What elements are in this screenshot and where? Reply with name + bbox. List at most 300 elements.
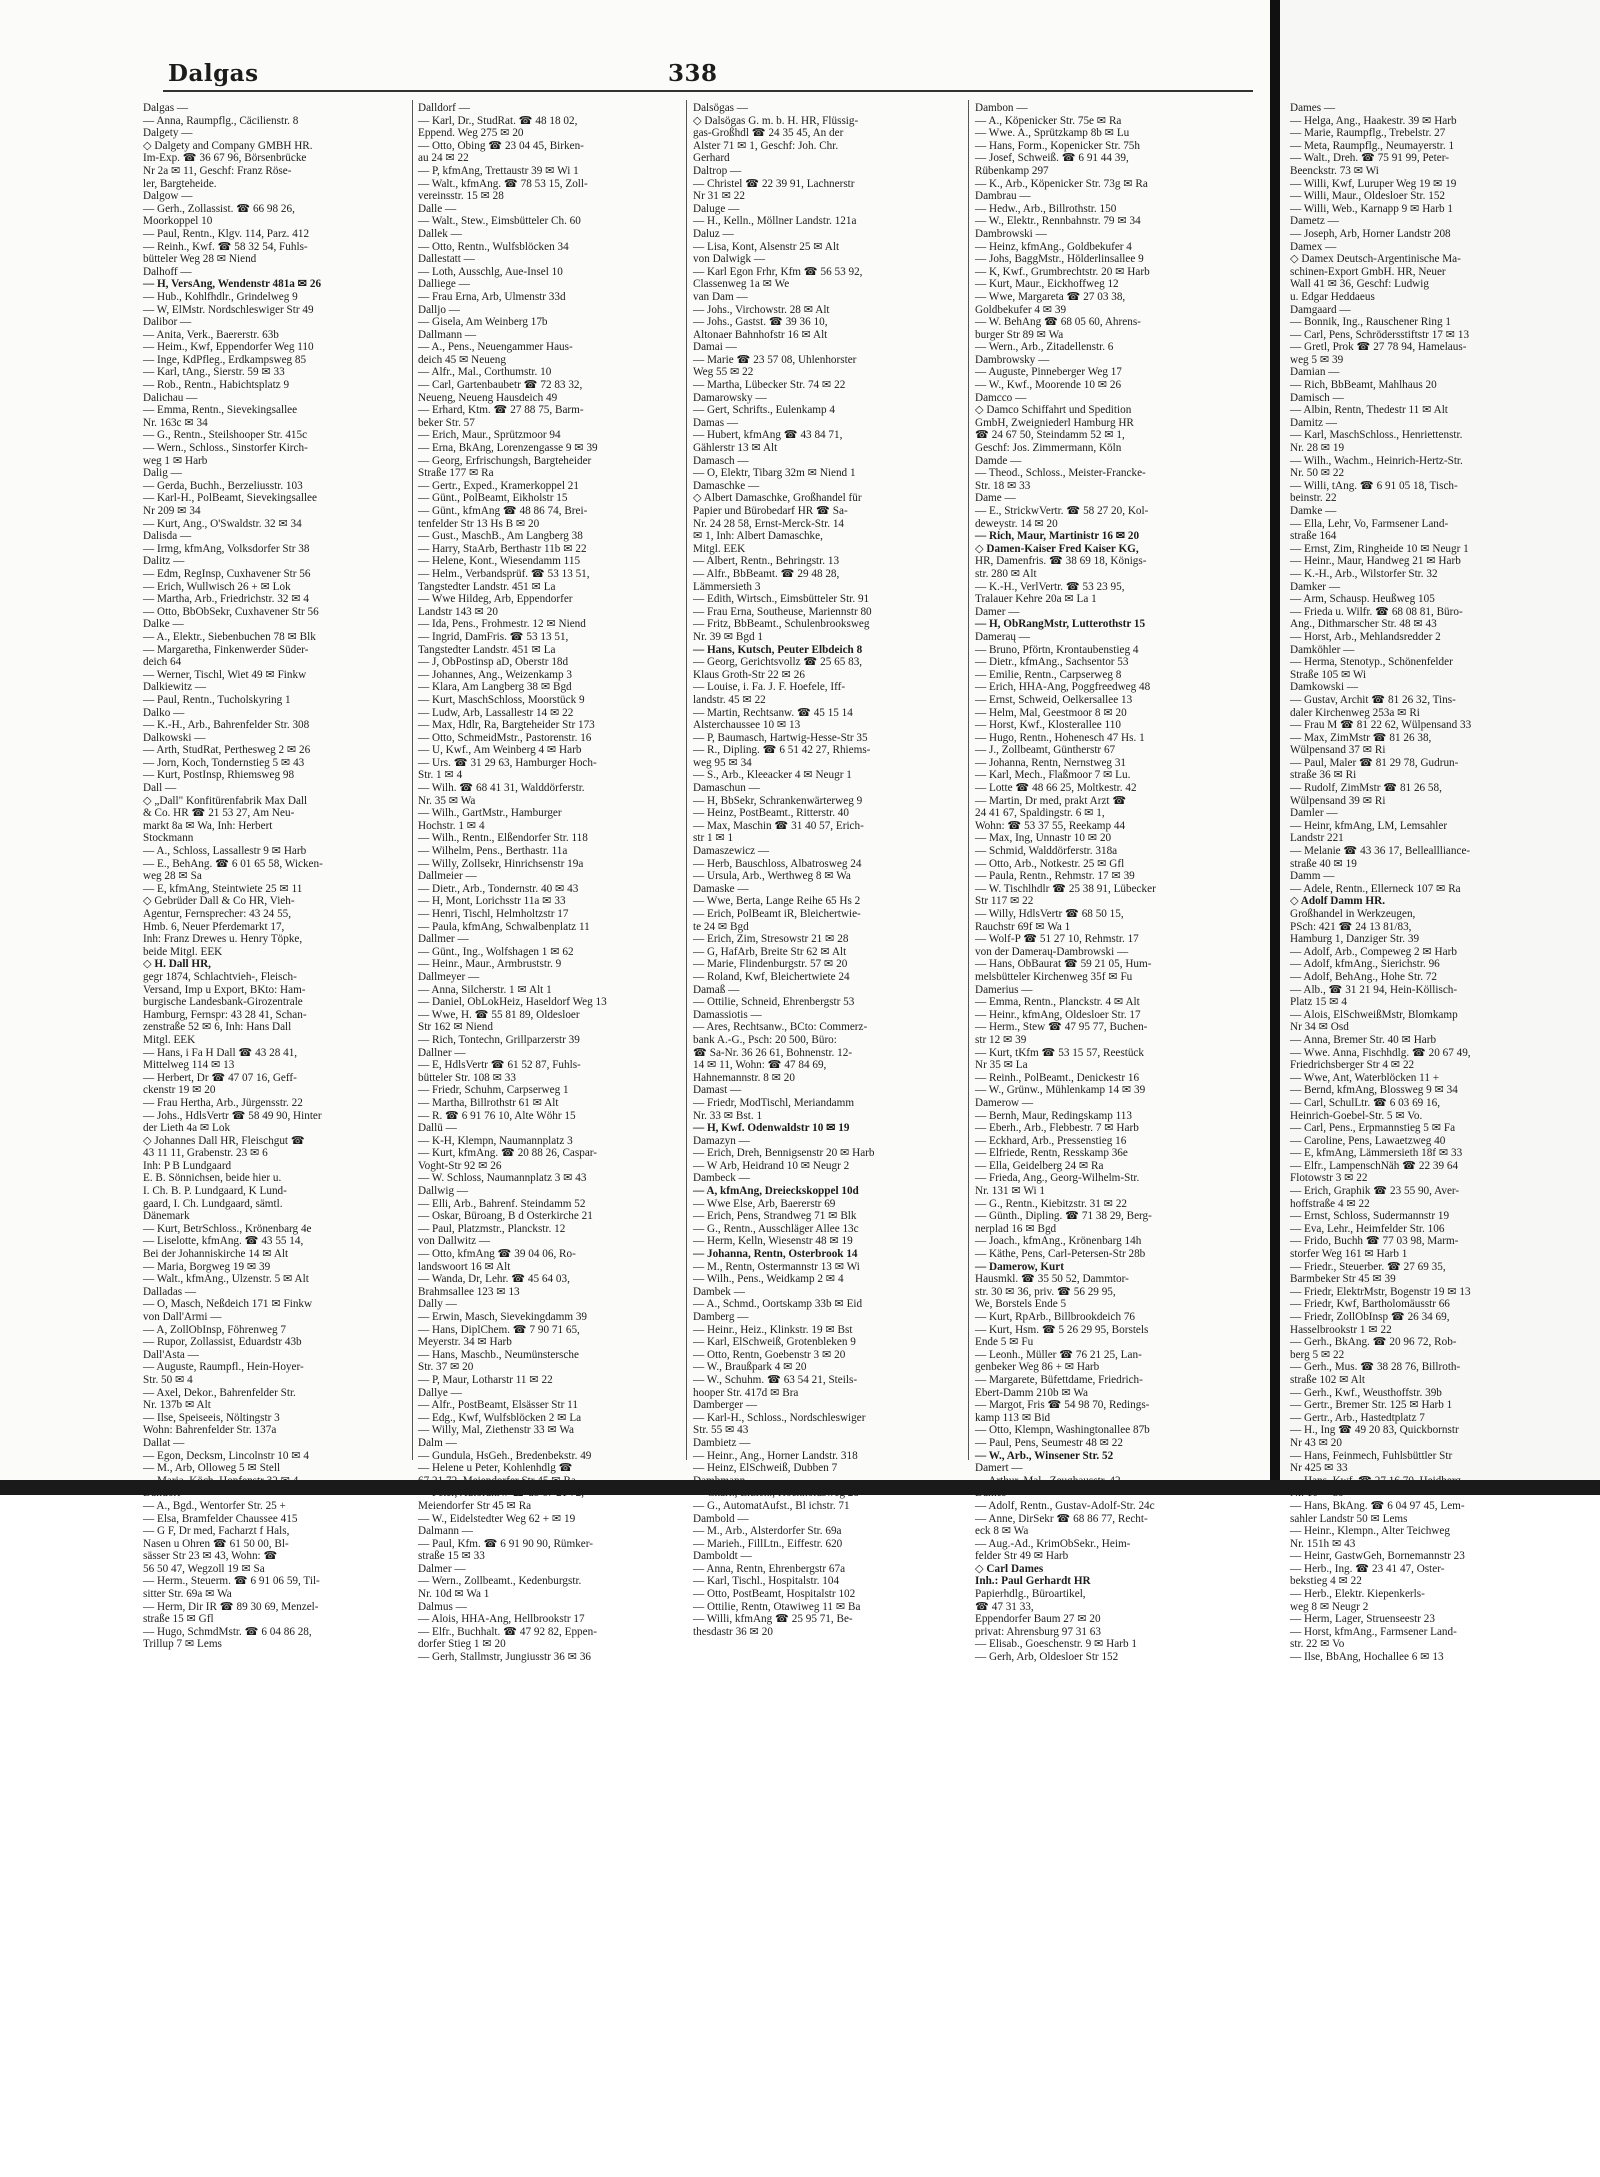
- directory-entry: te 24 ✉ Bgd: [693, 920, 749, 933]
- directory-entry: — Kurt, kfmAng. ☎ 20 88 26, Caspar-: [418, 1147, 598, 1160]
- directory-entry: — Arm, Schausp. Heußweg 105: [1290, 593, 1435, 606]
- directory-entry: — Rich, Maur, Martinistr 16 ✉ 20: [975, 530, 1140, 543]
- directory-entry: — H., Ing ☎ 49 20 83, Quickbornstr: [1290, 1424, 1459, 1437]
- page-gutter-shadow: [1270, 0, 1280, 1495]
- directory-entry: ◇ Dalsögas G. m. b. H. HR, Flüssig-: [693, 114, 859, 127]
- directory-entry: Bei der Johanniskirche 14 ✉ Alt: [143, 1248, 289, 1261]
- directory-entry: — Johannes, Ang., Weizenkamp 3: [418, 668, 572, 681]
- directory-entry: Damker —: [1290, 580, 1341, 593]
- directory-entry: — Gerda, Buchh., Berzeliusstr. 103: [143, 479, 303, 492]
- directory-entry: — Joach., kfmAng., Krönenbarg 14h: [975, 1235, 1142, 1248]
- directory-entry: der Lieth 4a ✉ Lok: [143, 1122, 231, 1135]
- directory-entry: — Wwe, Ant, Waterblöcken 11 +: [1290, 1071, 1440, 1084]
- directory-entry: Nr. 50 ✉ 22: [1290, 467, 1345, 480]
- directory-entry: — Frau Hertha, Arb., Jürgensstr. 22: [143, 1096, 303, 1109]
- directory-entry: — Helm, Mal, Geestmoor 8 ✉ 20: [975, 706, 1127, 719]
- directory-entry: Heinrich-Goebel-Str. 5 ✉ Vo.: [1290, 1109, 1423, 1122]
- directory-entry: — Max, ZimMstr ☎ 81 26 38,: [1290, 731, 1432, 744]
- directory-entry: — O, Elektr, Tibarg 32m ✉ Niend 1: [693, 467, 856, 480]
- directory-entry: Dambek —: [693, 1285, 745, 1298]
- directory-entry: — Max, Ing, Unnastr 10 ✉ 20: [975, 832, 1112, 845]
- directory-entry: Dall'Asta —: [143, 1348, 199, 1361]
- directory-entry: — Georg, Gerichtsvollz ☎ 25 65 83,: [693, 656, 863, 669]
- directory-entry: — E, kfmAng, Lämmersieth 18f ✉ 33: [1290, 1147, 1463, 1160]
- directory-entry: — Louise, i. Fa. J. F. Hoefele, Iff-: [693, 681, 846, 694]
- directory-entry: Damler —: [1290, 807, 1338, 820]
- directory-entry: — Rob., Rentn., Habichtsplatz 9: [143, 379, 290, 392]
- directory-entry: Großhandel in Werkzeugen,: [1290, 908, 1416, 920]
- directory-entry: Klaus Groth-Str 22 ✉ 26: [693, 668, 805, 681]
- directory-entry: — Hugo, SchmdMstr. ☎ 6 04 86 28,: [143, 1625, 312, 1638]
- directory-entry: — Maria, Borgweg 19 ✉ 39: [143, 1260, 271, 1273]
- directory-entry: — Willi, Kwf, Luruper Weg 19 ✉ 19: [1290, 177, 1457, 190]
- directory-entry: — Herbert, Dr ☎ 47 07 16, Geff-: [143, 1071, 297, 1084]
- directory-entry: — Gertr., Exped., Kramerkoppel 21: [418, 479, 579, 492]
- directory-entry: Dambrowsky —: [975, 353, 1050, 366]
- directory-entry: — Friedr, ElektrMstr, Bogenstr 19 ✉ 13: [1290, 1285, 1471, 1298]
- directory-entry: — Gust., MaschB., Am Langberg 38: [418, 530, 583, 543]
- directory-entry: — Martin, Rechtsanw. ☎ 45 15 14: [693, 706, 853, 719]
- directory-entry: — A., Bgd., Wentorfer Str. 25 +: [143, 1499, 286, 1512]
- directory-entry: str. 280 ✉ Alt: [975, 567, 1037, 580]
- directory-entry: — A., Elektr., Siebenbuchen 78 ✉ Blk: [143, 630, 316, 643]
- directory-entry: — Gisela, Am Weinberg 17b: [418, 316, 548, 329]
- directory-entry: 43 11 11, Grabenstr. 23 ✉ 6: [143, 1147, 268, 1160]
- directory-entry: — Oskar, Büroang, B d Osterkirche 21: [418, 1210, 593, 1223]
- directory-entry: weg 1 ✉ Harb: [143, 454, 208, 467]
- directory-entry: — Friedr, Schuhm, Carpserweg 1: [418, 1084, 569, 1097]
- directory-entry: straße 15 ✉ 33: [418, 1550, 485, 1563]
- directory-entry: ◇ Dalgety and Company GMBH HR.: [143, 139, 313, 152]
- directory-entry: hooper Str. 417d ✉ Bra: [693, 1386, 799, 1399]
- directory-entry: — Ares, Rechtsanw., BCto: Commerz-: [693, 1021, 868, 1034]
- directory-entry: — E, HdlsVertr ☎ 61 52 87, Fuhls-: [418, 1059, 581, 1072]
- directory-entry: — Schmid, Walddörferstr. 318a: [975, 845, 1118, 858]
- directory-entry: Landstr 221: [1290, 832, 1344, 845]
- directory-entry: Damerius —: [975, 983, 1033, 996]
- directory-entry: — Erich, Maur., Sprützmoor 94: [418, 429, 561, 442]
- directory-entry: Dambrau —: [975, 190, 1031, 203]
- directory-entry: — Willi, Web., Karnapp 9 ✉ Harb 1: [1290, 202, 1453, 215]
- directory-entry: — H., Kelln., Möllner Landstr. 121a: [693, 215, 857, 228]
- directory-entry: — Willy, Zollsekr, Hinrichsenstr 19a: [418, 857, 584, 870]
- directory-entry: — Marieh., FillLtn., Eiffestr. 620: [693, 1537, 843, 1550]
- directory-entry: — Gerh., Mus. ☎ 38 28 76, Billroth-: [1290, 1361, 1461, 1374]
- directory-entry: — Liselotte, kfmAng. ☎ 43 55 14,: [143, 1235, 304, 1248]
- directory-entry: — Otto, Rentn, Goebenstr 3 ✉ 20: [693, 1348, 846, 1361]
- directory-entry: — Helm., Verbandsprüf. ☎ 53 13 51,: [418, 567, 590, 580]
- directory-entry: — Daniel, ObLokHeiz, Haseldorf Weg 13: [418, 996, 607, 1009]
- directory-entry: — Ernst, Schweid, Oelkersallee 13: [975, 693, 1133, 706]
- directory-entry: — Heinr., Heiz., Klinkstr. 19 ✉ Bst: [693, 1323, 853, 1336]
- directory-entry: Damerow —: [975, 1096, 1034, 1109]
- directory-entry: — Ella, Geidelberg 24 ✉ Ra: [975, 1159, 1104, 1172]
- directory-entry: — Erich, HHA-Ang, Poggfreedweg 48: [975, 681, 1151, 694]
- directory-entry: — Herma, Stenotyp., Schönenfelder: [1290, 656, 1453, 669]
- directory-entry: ◇ Gebrüder Dall & Co HR, Vieh-: [143, 895, 295, 908]
- directory-entry: — Hedw., Arb., Billrothstr. 150: [975, 202, 1117, 215]
- directory-entry: — Heinr, kfmAng, LM, Lemsahler: [1290, 819, 1448, 832]
- directory-entry: Dalmer —: [418, 1562, 466, 1575]
- directory-entry: — Gert, Schrifts., Eulenkamp 4: [693, 404, 835, 417]
- directory-entry: Damboldt —: [693, 1550, 752, 1563]
- directory-entry: — Herm, Lager, Struenseestr 23: [1290, 1613, 1435, 1626]
- directory-entry: Damarowsky —: [693, 391, 767, 404]
- directory-entry: weg 8 ✉ Neugr 2: [1290, 1600, 1369, 1613]
- directory-entry: — Ernst, Zim, Ringheide 10 ✉ Neugr 1: [1290, 542, 1469, 555]
- directory-entry: — H, Mont, Lorichsstr 11a ✉ 33: [418, 895, 566, 908]
- directory-entry: — Melanie ☎ 43 36 17, Belleallliance-: [1290, 845, 1471, 858]
- directory-entry: — Walt., kfmAng. ☎ 78 53 15, Zoll-: [418, 177, 588, 190]
- directory-entry: — Günt., kfmAng ☎ 48 86 74, Brei-: [418, 505, 588, 517]
- directory-entry: — Roland, Kwf, Bleichertwiete 24: [693, 970, 850, 983]
- directory-entry: — Rich, BbBeamt, Mahlhaus 20: [1290, 379, 1437, 392]
- directory-entry: — Johs., Gastst. ☎ 39 36 10,: [693, 316, 828, 329]
- directory-entry: Nr. 35 ✉ Wa: [418, 794, 476, 807]
- directory-entry: Dalgas —: [143, 102, 189, 114]
- directory-entry: Damberg —: [693, 1311, 749, 1323]
- directory-entry: Hmb. 6, Neuer Pferdemarkt 17,: [143, 920, 285, 933]
- directory-entry: Nr. 28 ✉ 19: [1290, 442, 1345, 455]
- directory-entry: Daluz —: [693, 227, 734, 240]
- directory-entry: — Gertr., Bremer Str. 125 ✉ Harb 1: [1290, 1399, 1453, 1412]
- directory-entry: deich 45 ✉ Neueng: [418, 353, 506, 366]
- directory-entry: — Herm, Dir IR ☎ 89 30 69, Menzel-: [143, 1600, 319, 1613]
- directory-entry: thesdastr 36 ✉ 20: [693, 1625, 773, 1638]
- directory-entry: — Ingrid, DamFris. ☎ 53 13 51,: [418, 630, 569, 643]
- directory-entry: — Rudolf, ZimMstr ☎ 81 26 58,: [1290, 782, 1442, 795]
- directory-entry: — Eckhard, Arb., Pressenstieg 16: [975, 1134, 1127, 1147]
- column-4: [975, 102, 1225, 1664]
- directory-entry: — Otto, Arb., Notkestr. 25 ✉ Gfl: [975, 857, 1125, 870]
- directory-entry: Dänemark: [143, 1210, 190, 1223]
- directory-entry: Nr. 33 ✉ Bst. 1: [693, 1109, 763, 1122]
- directory-entry: ☎ 24 67 50, Steindamm 52 ✉ 1,: [975, 429, 1125, 442]
- directory-entry: sahler Landstr 50 ✉ Lems: [1290, 1512, 1408, 1525]
- directory-entry: Meyerstr. 34 ✉ Harb: [418, 1336, 512, 1349]
- directory-entry: — Heinz, kfmAng., Goldbekufer 4: [975, 240, 1132, 253]
- directory-entry: — Wern., Zollbeamt., Kedenburgstr.: [418, 1575, 582, 1588]
- directory-entry: Damazyn —: [693, 1134, 750, 1147]
- directory-entry: Damisch —: [1290, 391, 1344, 404]
- directory-entry: Dalladas —: [143, 1285, 197, 1298]
- directory-entry: Damex —: [1290, 240, 1337, 253]
- directory-entry: Hahnemannstr. 8 ✉ 20: [693, 1071, 795, 1084]
- directory-entry: — Wern., Arb., Zitadellenstr. 6: [975, 341, 1114, 354]
- directory-entry: Damberger —: [693, 1399, 758, 1412]
- directory-entry: — Johanna, Rentn, Osterbrook 14: [693, 1248, 858, 1261]
- directory-entry: Nr. 24 28 58, Ernst-Merck-Str. 14: [693, 517, 845, 530]
- directory-entry: Classenweg 1a ✉ We: [693, 278, 790, 291]
- directory-entry: — Hans, Maschb., Neumünstersche: [418, 1348, 579, 1361]
- directory-entry: Dallat —: [143, 1436, 185, 1449]
- directory-entry: — Käthe, Pens, Carl-Petersen-Str 28b: [975, 1248, 1146, 1261]
- directory-entry: — Otto, kfmAng ☎ 39 04 06, Ro-: [418, 1248, 576, 1261]
- directory-entry: — Elsa, Bramfelder Chaussee 415: [143, 1512, 298, 1525]
- directory-entry: — G., Rentn., Kiebitzstr. 31 ✉ 22: [975, 1197, 1128, 1210]
- directory-entry: — Walt., kfmAng., Ulzenstr. 5 ✉ Alt: [143, 1273, 309, 1286]
- directory-entry: — Adele, Rentn., Ellerneck 107 ✉ Ra: [1290, 882, 1461, 895]
- directory-entry: — Paul, Rentn., Tucholskyring 1: [143, 693, 291, 706]
- directory-entry: weg 95 ✉ 34: [693, 756, 752, 769]
- directory-entry: Trillup 7 ✉ Lems: [143, 1638, 222, 1651]
- directory-entry: Nr 31 ✉ 22: [693, 190, 745, 203]
- directory-entry: — Otto, BbObSekr, Cuxhavener Str 56: [143, 605, 319, 618]
- directory-entry: Damian —: [1290, 366, 1340, 379]
- directory-entry: — Wanda, Dr, Lehr. ☎ 45 64 03,: [418, 1273, 570, 1286]
- directory-entry: — Anita, Verk., Baererstr. 63b: [143, 328, 279, 341]
- directory-entry: Papier und Bürobedarf HR ☎ Sa-: [693, 505, 848, 517]
- directory-entry: — Werner, Tischl, Wiet 49 ✉ Finkw: [143, 668, 307, 681]
- directory-entry: Dalmann —: [418, 1525, 473, 1538]
- directory-entry: — Georg, Erfrischungsh, Bargteheider: [418, 454, 592, 467]
- directory-entry: — Carl, SchulLtr. ☎ 6 03 69 16,: [1290, 1096, 1441, 1109]
- directory-entry: markt 8a ✉ Wa, Inh: Herbert: [143, 819, 273, 832]
- directory-entry: Dalm —: [418, 1436, 457, 1449]
- directory-entry: Ebert-Damm 210b ✉ Wa: [975, 1386, 1088, 1399]
- directory-entry: ◇ Damex Deutsch-Argentinische Ma-: [1290, 253, 1461, 266]
- directory-entry: — Wilh., Rentn., Elßendorfer Str. 118: [418, 832, 588, 845]
- directory-entry: 56 50 47, Wegzoll 19 ✉ Sa: [143, 1562, 265, 1575]
- directory-entry: — Adolf, kfmAng., Sierichstr. 96: [1290, 958, 1440, 971]
- directory-entry: HR, Damenfris. ☎ 38 69 18, Königs-: [975, 555, 1147, 568]
- directory-entry: straße 164: [1290, 530, 1337, 543]
- directory-entry: — Wwe Else, Arb, Baererstr 69: [693, 1197, 836, 1210]
- directory-entry: Dalichau —: [143, 391, 198, 404]
- directory-entry: — Hans, BkAng. ☎ 6 04 97 45, Lem-: [1290, 1499, 1465, 1512]
- directory-entry: — Elfriede, Rentn, Resskamp 36e: [975, 1147, 1128, 1160]
- directory-entry: str 12 ✉ 39: [975, 1033, 1027, 1046]
- directory-entry: — Hans, DiplChem. ☎ 7 90 71 65,: [418, 1323, 580, 1336]
- directory-entry: Nr 2a ✉ 11, Geschf: Franz Röse-: [143, 164, 292, 177]
- directory-entry: — Bruno, Pförtn, Krontaubenstieg 4: [975, 643, 1139, 656]
- directory-entry: Nr. 137b ✉ Alt: [143, 1399, 211, 1412]
- directory-entry: Mitgl. EEK: [143, 1033, 196, 1046]
- directory-entry: Dalgety —: [143, 127, 193, 140]
- directory-entry: gas-Großhdl ☎ 24 35 45, An der: [693, 127, 844, 140]
- directory-entry: ◇ Johannes Dall HR, Fleischgut ☎: [143, 1134, 305, 1147]
- directory-entry: — Max, Maschin ☎ 31 40 57, Erich-: [693, 819, 864, 832]
- directory-entry: — Frido, Buchh ☎ 77 03 98, Marm-: [1290, 1235, 1459, 1248]
- directory-entry: — Wwe. A., Sprützkamp 8b ✉ Lu: [975, 127, 1130, 140]
- directory-entry: ◇ Damen-Kaiser Fred Kaiser KG,: [975, 542, 1139, 555]
- directory-entry: Nr 34 ✉ Osd: [1290, 1021, 1349, 1034]
- directory-entry: Dalig —: [143, 467, 182, 480]
- directory-entry: — E, kfmAng, Steintwiete 25 ✉ 11: [143, 882, 303, 895]
- directory-entry: — Margarete, Büfettdame, Friedrich-: [975, 1373, 1143, 1386]
- directory-entry: — Frau M ☎ 81 22 62, Wülpensand 33: [1290, 719, 1472, 732]
- directory-entry: — M., Arb, Olloweg 5 ✉ Stell: [143, 1462, 281, 1475]
- directory-entry: — Margaretha, Finkenwerder Süder-: [143, 643, 309, 656]
- directory-entry: — A, kfmAng, Dreieckskoppel 10d: [693, 1185, 859, 1198]
- directory-entry: — Carl, Pens., Erpmannstieg 5 ✉ Fa: [1290, 1122, 1456, 1135]
- directory-entry: — Wwe, Berta, Lange Reihe 65 Hs 2: [693, 895, 861, 908]
- directory-entry: straße 102 ✉ Alt: [1290, 1373, 1365, 1386]
- directory-entry: — Ludw, Arb, Lassallestr 14 ✉ 22: [418, 706, 574, 719]
- directory-entry: — Carl, Pens, Schrödersstiftstr 17 ✉ 13: [1290, 328, 1470, 341]
- directory-entry: Eppendorfer Baum 27 ✉ 20: [975, 1613, 1101, 1626]
- scan-bottom-shadow: [0, 1480, 1600, 1495]
- directory-entry: melsbütteler Kirchenweg 35f ✉ Fu: [975, 970, 1133, 983]
- directory-entry: — Egon, Decksm, Lincolnstr 10 ✉ 4: [143, 1449, 309, 1462]
- running-head: Dalgas: [168, 60, 259, 87]
- directory-entry: Damai —: [693, 341, 737, 354]
- directory-entry: — Hans, Kutsch, Peuter Elbdeich 8: [693, 643, 863, 656]
- directory-entry: sässer Str 23 ✉ 43, Wohn: ☎: [143, 1550, 278, 1563]
- directory-entry: — Hubert, kfmAng ☎ 43 84 71,: [693, 429, 843, 442]
- directory-entry: We, Borstels Ende 5: [975, 1298, 1067, 1311]
- directory-entry: — Günth., Dipling. ☎ 71 38 29, Berg-: [975, 1210, 1152, 1223]
- directory-entry: — G., Rentn., Ausschläger Allee 13c: [693, 1222, 859, 1235]
- directory-entry: — Frieda u. Wilfr. ☎ 68 08 81, Büro-: [1290, 605, 1463, 618]
- directory-entry: — Ernst, Schloss, Sudermannstr 19: [1290, 1210, 1450, 1223]
- directory-entry: daler Kirchenweg 253a ✉ Ri: [1290, 706, 1420, 719]
- directory-entry: — K., Arb., Köpenicker Str. 73g ✉ Ra: [975, 177, 1148, 190]
- directory-entry: — O, Masch, Neßdeich 171 ✉ Finkw: [143, 1298, 313, 1311]
- directory-entry: von Dallwitz —: [418, 1235, 491, 1248]
- directory-entry: — Herm., Stew ☎ 47 95 77, Buchen-: [975, 1021, 1148, 1034]
- directory-entry: — Gerh, Stallmstr, Jungiusstr 36 ✉ 36: [418, 1651, 592, 1664]
- directory-entry: ◇ H. Dall HR,: [143, 958, 211, 971]
- directory-entry: ◇ „Dall" Konfitürenfabrik Max Dall: [143, 794, 308, 807]
- directory-entry: Damm —: [1290, 870, 1335, 883]
- directory-entry: — Inge, KdPfleg., Erdkampsweg 85: [143, 353, 307, 366]
- directory-entry: — Heinr., Maur., Armbruststr. 9: [418, 958, 562, 971]
- directory-entry: Dalljo —: [418, 303, 460, 316]
- directory-entry: — Lotte ☎ 48 66 25, Moltkestr. 42: [975, 782, 1137, 795]
- directory-entry: Straße 105 ✉ Wi: [1290, 668, 1367, 681]
- directory-entry: — G., AutomatAufst., Bl ichstr. 71: [693, 1499, 850, 1512]
- directory-entry: Str. 50 ✉ 4: [143, 1373, 193, 1386]
- directory-entry: — Horst, Kwf., Klosterallee 110: [975, 719, 1121, 732]
- directory-entry: Dalitz —: [143, 555, 185, 568]
- directory-entry: — Alois, ElSchweißMstr, Blomkamp: [1290, 1008, 1458, 1021]
- directory-entry: Damert —: [975, 1462, 1023, 1475]
- directory-entry: von Dall'Armi —: [143, 1311, 222, 1323]
- directory-entry: — Wilh., GartMstr., Hamburger: [418, 807, 562, 820]
- directory-entry: — Friedr, ZollObInsp ☎ 26 34 69,: [1290, 1311, 1450, 1323]
- directory-entry: Wülpensand 39 ✉ Ri: [1290, 794, 1386, 807]
- directory-entry: Alsterchaussee 10 ✉ 13: [693, 719, 801, 732]
- directory-entry: — Johs., HdlsVertr ☎ 58 49 90, Hinter: [143, 1109, 322, 1122]
- directory-entry: Nasen u Ohren ☎ 61 50 00, Bl-: [143, 1537, 289, 1550]
- directory-entry: — Hugo, Rentn., Hohenesch 47 Hs. 1: [975, 731, 1145, 744]
- directory-entry: — Kurt, Maur., Eickhoffweg 12: [975, 278, 1119, 291]
- directory-entry: ◇ Adolf Damm HR.: [1290, 895, 1385, 908]
- directory-entry: — Edg., Kwf, Wulfsblöcken 2 ✉ La: [418, 1411, 582, 1424]
- directory-entry: Dallner —: [418, 1046, 466, 1059]
- directory-entry: — G, HafArb, Breite Str 62 ✉ Alt: [693, 945, 847, 958]
- directory-entry: — Willy, Mal, Ziethenstr 33 ✉ Wa: [418, 1424, 575, 1437]
- directory-entry: zenstraße 52 ✉ 6, Inh: Hans Dall: [143, 1021, 292, 1034]
- directory-entry: — Joseph, Arb, Horner Landstr 208: [1290, 227, 1451, 240]
- directory-entry: — Ottilie, Rentn, Otawiweg 11 ✉ Ba: [693, 1600, 861, 1613]
- directory-entry: — Helga, Ang., Haakestr. 39 ✉ Harb: [1290, 114, 1457, 127]
- directory-entry: gegr 1874, Schlachtvieh-, Fleisch-: [143, 970, 297, 983]
- directory-entry: — Kurt, Hsm. ☎ 5 26 29 95, Borstels: [975, 1323, 1149, 1336]
- directory-entry: Damassiotis —: [693, 1008, 762, 1021]
- directory-entry: vereinsstr. 15 ✉ 28: [418, 190, 504, 203]
- directory-entry: Dallmeier —: [418, 870, 477, 883]
- directory-entry: — Kurt, tKfm ☎ 53 15 57, Reestück: [975, 1046, 1144, 1059]
- header-rule: [163, 90, 1253, 92]
- directory-entry: Wall 41 ✉ 36, Geschf: Ludwig: [1290, 278, 1429, 291]
- directory-entry: Damde —: [975, 454, 1022, 467]
- directory-entry: — J., Zollbeamt, Güntherstr 67: [975, 744, 1116, 757]
- directory-entry: — Gerh, Arb, Oldesloer Str 152: [975, 1651, 1119, 1664]
- directory-entry: nerplad 16 ✉ Bgd: [975, 1222, 1057, 1235]
- directory-entry: — Bernd, kfmAng, Blossweg 9 ✉ 34: [1290, 1084, 1458, 1097]
- directory-entry: str 1 ✉ 1: [693, 832, 734, 845]
- column-divider: [412, 100, 413, 1460]
- directory-entry: Brahmsallee 123 ✉ 13: [418, 1285, 520, 1298]
- directory-entry: Str. 55 ✉ 43: [693, 1424, 749, 1437]
- directory-entry: Versand, Imp u Export, BKto: Ham-: [143, 983, 306, 996]
- directory-entry: — H, Kwf. Odenwaldstr 10 ✉ 19: [693, 1122, 850, 1135]
- directory-entry: Agentur, Fernsprecher: 43 24 55,: [143, 908, 292, 920]
- directory-entry: dorfer Stieg 1 ✉ 20: [418, 1638, 506, 1651]
- directory-entry: — M., Arb., Alsterdorfer Str. 69a: [693, 1525, 842, 1538]
- directory-entry: Damaschun —: [693, 782, 760, 795]
- directory-entry: — Martha, Billrothstr 61 ✉ Alt: [418, 1096, 559, 1109]
- directory-entry: — Erhard, Ktm. ☎ 27 88 75, Barm-: [418, 404, 584, 417]
- directory-entry: bank A.-G., Psch: 20 500, Büro:: [693, 1033, 837, 1046]
- directory-entry: — Kurt, RpArb., Billbrookdeich 76: [975, 1311, 1136, 1323]
- directory-entry: hoffstraße 4 ✉ 22: [1290, 1197, 1370, 1210]
- directory-entry: Nr 425 ✉ 33: [1290, 1462, 1348, 1475]
- directory-entry: Tangstedter Landstr. 451 ✉ La: [418, 643, 556, 656]
- directory-entry: Damaszewicz —: [693, 845, 770, 858]
- directory-entry: — Ella, Lehr, Vo, Farmsener Land-: [1290, 517, 1449, 530]
- directory-entry: Rübenkamp 297: [975, 164, 1049, 177]
- directory-entry: — Marie, Raumpflg., Trebelstr. 27: [1290, 127, 1446, 140]
- directory-entry: — Paul, Kfm. ☎ 6 91 90 90, Rümker-: [418, 1537, 593, 1550]
- directory-entry: — Johanna, Rentn, Nernstweg 31: [975, 756, 1127, 769]
- directory-entry: — Karl-H., PolBeamt, Sievekingsallee: [143, 492, 317, 505]
- directory-entry: Str. 18 ✉ 33: [975, 479, 1031, 492]
- directory-entry: — Eva, Lehr., Heimfelder Str. 106: [1290, 1222, 1445, 1235]
- directory-entry: — Heinr., kfmAng, Oldesloer Str. 17: [975, 1008, 1141, 1021]
- directory-entry: schinen-Export GmbH. HR, Neuer: [1290, 265, 1446, 278]
- directory-entry: — Albert, Rentn., Behringstr. 13: [693, 555, 840, 568]
- directory-entry: Nr. 131 ✉ Wi 1: [975, 1185, 1045, 1198]
- directory-entry: — Günt., Ing., Wolfshagen 1 ✉ 62: [418, 945, 574, 958]
- directory-entry: eck 8 ✉ Wa: [975, 1525, 1029, 1538]
- directory-entry: — Bernh, Maur, Redingskamp 113: [975, 1109, 1132, 1122]
- column-5: [1290, 102, 1590, 1664]
- directory-entry: — Alfr., PostBeamt, Elsässer Str 11: [418, 1399, 578, 1412]
- directory-entry: — Gerh., Kwf., Weusthoffstr. 39b: [1290, 1386, 1442, 1399]
- directory-entry: Dambeck —: [693, 1172, 750, 1185]
- directory-entry: — Ilse, Speiseeis, Nöltingstr 3: [143, 1411, 280, 1424]
- directory-entry: — Gundula, HsGeh., Bredenbekstr. 49: [418, 1449, 592, 1462]
- directory-entry: Tangstedter Landstr. 451 ✉ La: [418, 580, 556, 593]
- directory-entry: — Paul, Pens, Seumestr 48 ✉ 22: [975, 1436, 1123, 1449]
- directory-entry: Meiendorfer Str 45 ✉ Ra: [418, 1499, 532, 1512]
- directory-entry: bekstieg 4 ✉ 22: [1290, 1575, 1362, 1588]
- directory-entry: Friedrichsberger Str 4 ✉ 22: [1290, 1059, 1415, 1072]
- directory-entry: — Hans, ObBaurat ☎ 59 21 05, Hum-: [975, 958, 1152, 971]
- directory-entry: Barmbeker Str 45 ✉ 39: [1290, 1273, 1396, 1286]
- directory-entry: — P, Maur, Lotharstr 11 ✉ 22: [418, 1373, 553, 1386]
- directory-entry: Platz 15 ✉ 4: [1290, 996, 1347, 1009]
- directory-entry: — Willi, Maur., Oldesloer Str. 152: [1290, 190, 1446, 203]
- directory-entry: — Lisa, Kont, Alsenstr 25 ✉ Alt: [693, 240, 840, 253]
- directory-entry: — Karl, ElSchweiß, Grotenbleken 9: [693, 1336, 856, 1349]
- directory-entry: Dalkiewitz —: [143, 681, 207, 694]
- directory-entry: — Helene u Peter, Kohlenhdlg ☎: [418, 1462, 573, 1475]
- directory-entry: Nr. 163c ✉ 34: [143, 416, 208, 429]
